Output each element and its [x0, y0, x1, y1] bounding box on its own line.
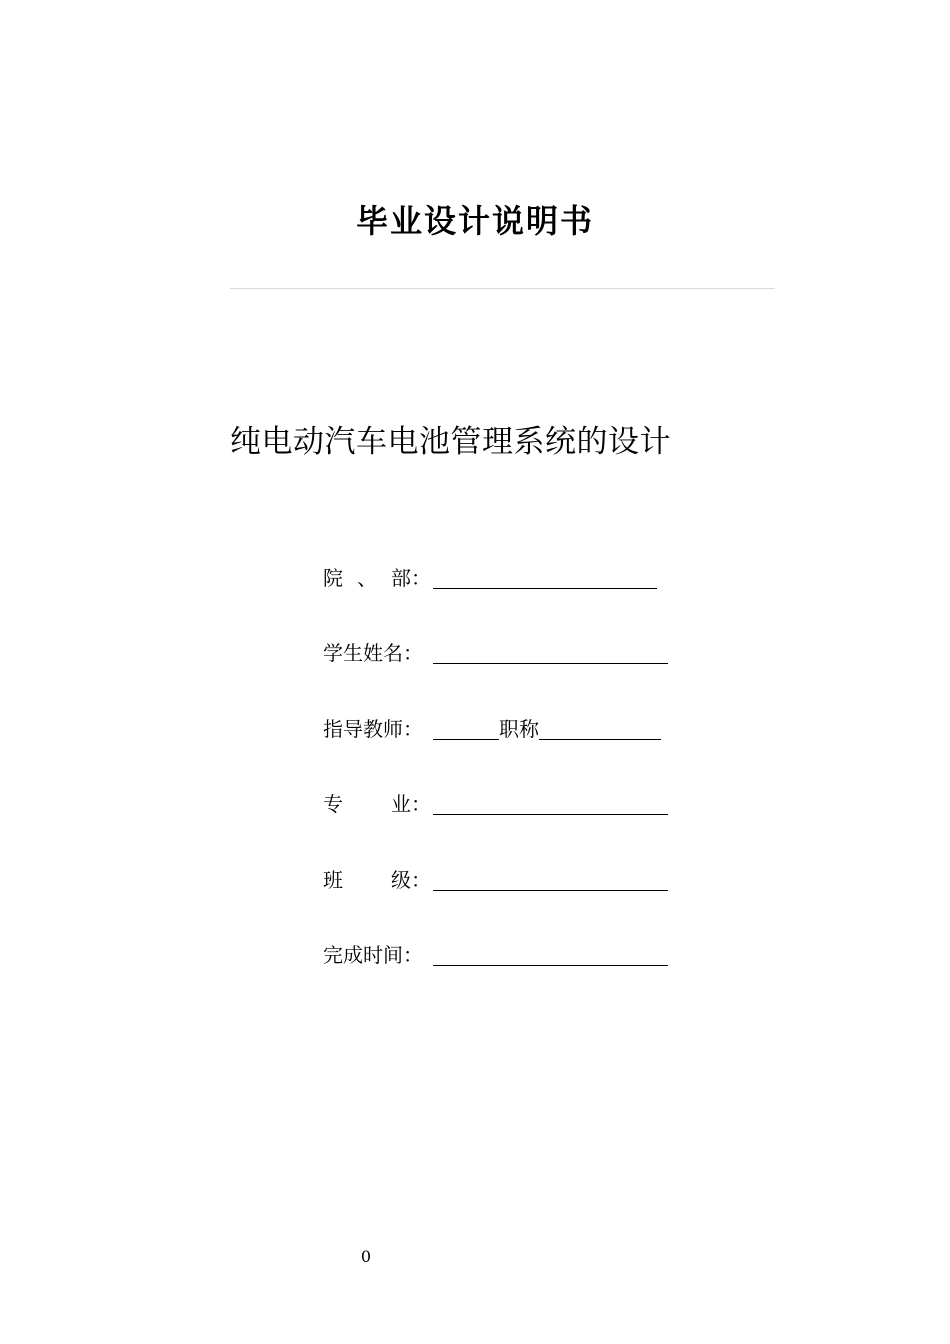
field-row-class	[323, 865, 668, 895]
completion-time-blank-line[interactable]	[433, 940, 668, 966]
department-label-char-2: 、	[357, 566, 377, 590]
department-label-char-3: 部	[391, 566, 411, 590]
department-label-char-1: 院	[323, 566, 343, 590]
field-label-major	[323, 789, 433, 819]
field-row-department	[323, 563, 657, 593]
title-divider	[230, 288, 775, 289]
field-label-advisor: 指导教师：	[323, 717, 423, 741]
thesis-title: 纯电动汽车电池管理系统的设计	[230, 424, 671, 460]
class-label-char-2: 级	[391, 868, 411, 892]
class-blank-line[interactable]	[433, 865, 668, 891]
field-row-major	[323, 789, 668, 819]
department-blank-line[interactable]	[433, 563, 657, 589]
department-label-colon: ：	[411, 566, 431, 590]
field-label-student-name: 学生姓名：	[323, 641, 423, 665]
field-label-department	[323, 563, 433, 593]
student-name-blank-line[interactable]	[433, 638, 668, 664]
page-number: 0	[360, 1247, 372, 1266]
document-type-title: 毕业设计说明书	[355, 202, 594, 240]
field-row-completion-time	[323, 940, 668, 970]
major-label-colon: ：	[411, 792, 431, 816]
field-row-advisor	[323, 714, 661, 744]
major-blank-line[interactable]	[433, 789, 668, 815]
field-label-completion-time: 完成时间：	[323, 943, 423, 967]
field-label-class	[323, 865, 433, 895]
advisor-title-blank-line[interactable]	[539, 714, 661, 740]
class-label-char-1: 班	[323, 868, 343, 892]
major-label-char-1: 专	[323, 792, 343, 816]
major-label-char-2: 业	[391, 792, 411, 816]
class-label-colon: ：	[411, 868, 431, 892]
advisor-blank-line[interactable]	[433, 714, 499, 740]
field-row-student-name	[323, 638, 668, 668]
field-label-advisor-title: 职称	[499, 717, 539, 741]
